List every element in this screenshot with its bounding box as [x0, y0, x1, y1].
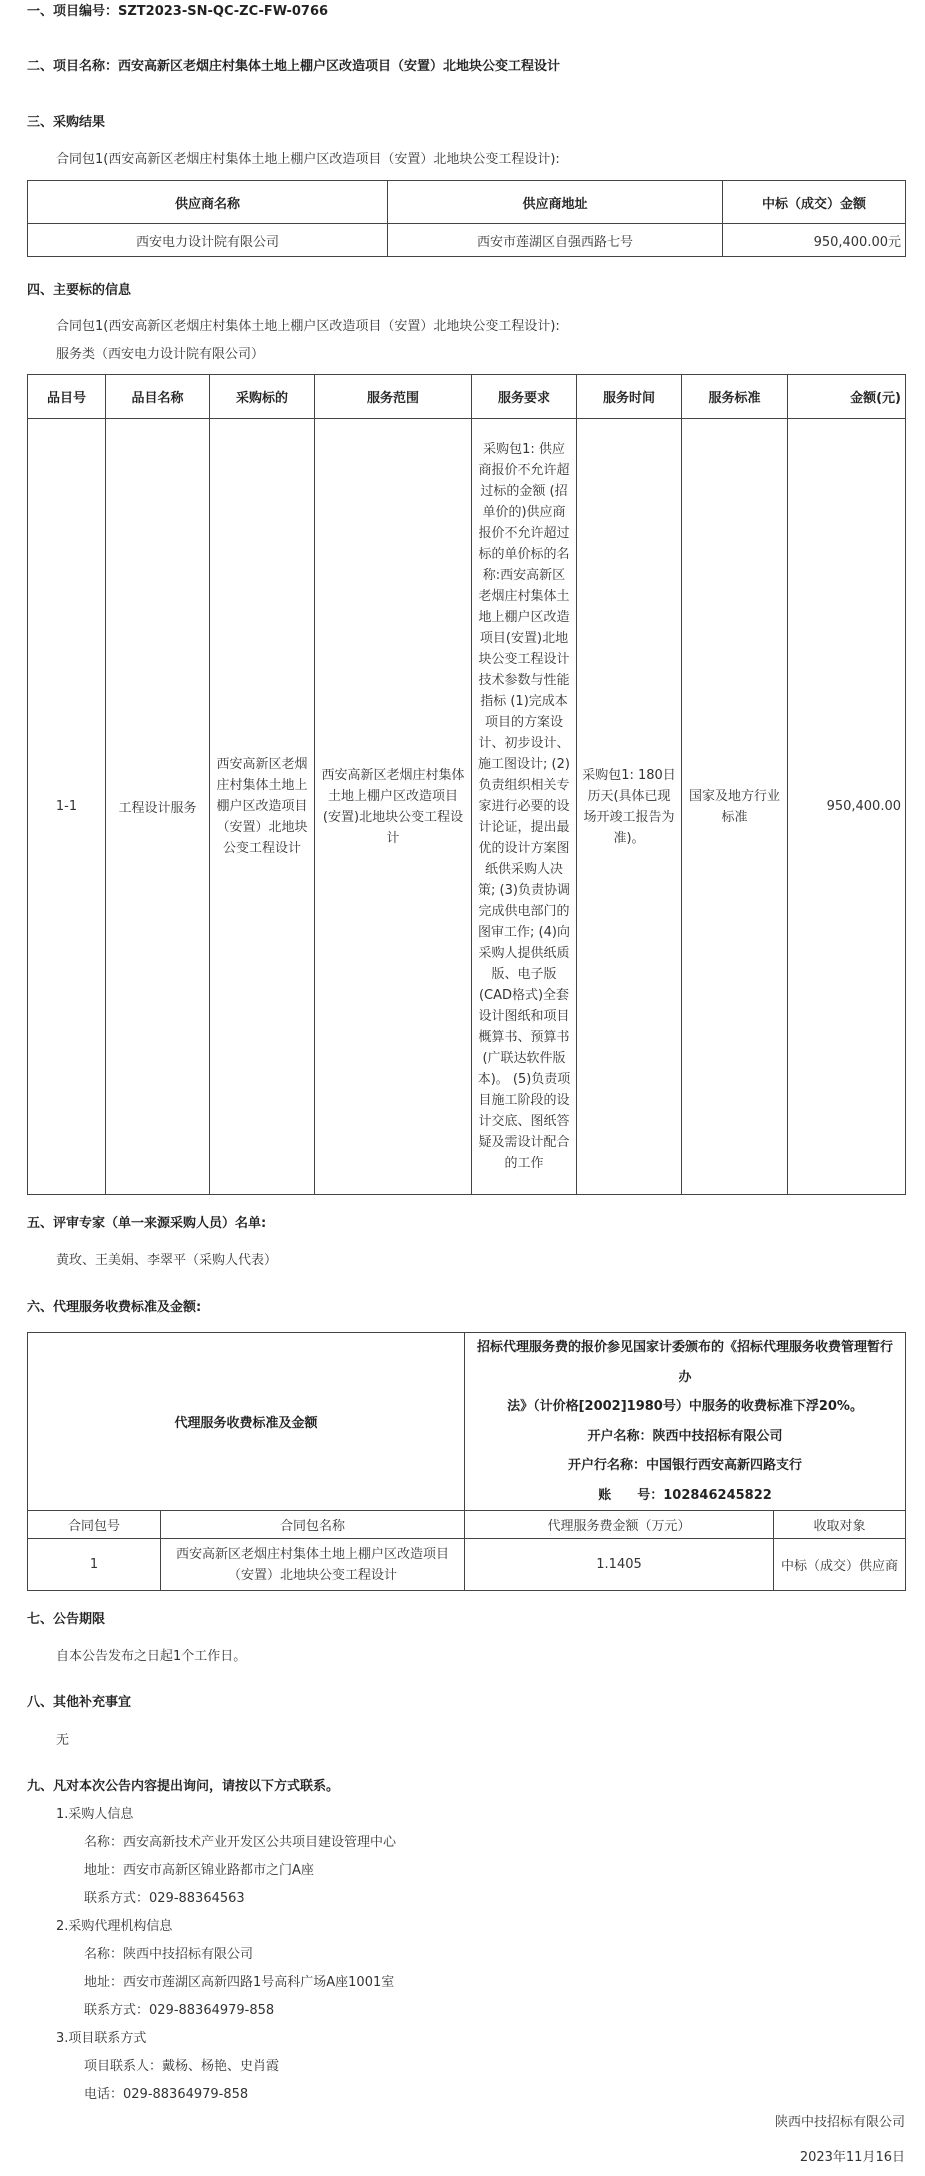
section-contact: 九、凡对本次公告内容提出询问，请按以下方式联系。 [27, 1779, 340, 1794]
purchaser-address: 地址：西安市高新区锦业路都市之门A座 [84, 1863, 314, 1878]
cell-award-amount: 950,400.00元 [723, 224, 906, 257]
project-name [27, 55, 560, 74]
project-contacts: 项目联系人：戴杨、杨艳、史肖霞 [84, 2059, 280, 2074]
agency-phone: 联系方式：029-88364979-858 [84, 2003, 275, 2018]
section-other-matters: 八、其他补充事宜 [27, 1695, 132, 1710]
fee-standard-label: 代理服务收费标准及金额 [28, 1333, 465, 1511]
section-announcement-period: 七、公告期限 [27, 1612, 106, 1627]
purchaser-phone: 联系方式：029-88364563 [84, 1891, 245, 1906]
project-contact-heading: 3.项目联系方式 [56, 2031, 147, 2046]
header-amount: 金额(元) [788, 375, 906, 419]
cell-fee: 1.1405 [465, 1539, 774, 1591]
cell-package-no: 1 [28, 1539, 161, 1591]
result-table [27, 180, 906, 257]
table-row [28, 224, 906, 257]
project-number [27, 0, 328, 19]
fee-basis-line-2: 法》（计价格[2002]1980号）中服务的收费标准下浮20%。 [507, 1399, 863, 1414]
header-scope: 服务范围 [315, 375, 472, 419]
table-row [28, 419, 906, 1195]
cell-amount: 950,400.00 [788, 419, 906, 1195]
bank-name: 开户行名称：中国银行西安高新四路支行 [568, 1458, 803, 1473]
header-award-amount: 中标（成交）金额 [723, 181, 906, 224]
project-phone: 电话：029-88364979-858 [84, 2087, 249, 2102]
cell-requirements: 采购包1: 供应商报价不允许超过标的金额 (招单价的)供应商报价不允许超过标的单价标的名称:西安高新区老烟庄村集体土地上棚户区改造项目(安置)北地块公变工程设计技术参数与性能指标 (1)完成本项目的方案设计、初步设计、施工图设计; (2)负责组织相关专家进行必要的设计论证，提出最优的设计方案图纸供采购人决策; (3)负责协调完成供电部门的图审工作; (4)向采购人提供纸质版、电子版(CAD格式)全套设计图纸和项目概算书、预算书(广联达软件版本)。 (5)负责项目施工阶段的设计交底、图纸答疑及需设计配合的工作 [472, 419, 577, 1195]
header-fee: 代理服务费金额（万元） [465, 1511, 774, 1539]
purchaser-heading: 1.采购人信息 [56, 1807, 134, 1822]
footer-date: 2023年11月16日 [799, 2150, 905, 2165]
cell-standard: 国家及地方行业标准 [682, 419, 788, 1195]
cell-item-no: 1-1 [28, 419, 106, 1195]
announcement-period-text: 自本公告发布之日起1个工作日。 [56, 1649, 247, 1664]
section-agency-fee: 六、代理服务收费标准及金额: [27, 1300, 202, 1315]
cell-package-name: 西安高新区老烟庄村集体土地上棚户区改造项目（安置）北地块公变工程设计 [161, 1539, 465, 1591]
project-number-value: SZT2023-SN-QC-ZC-FW-0766 [118, 4, 329, 19]
agency-address: 地址：西安市莲湖区高新四路1号高科广场A座1001室 [84, 1975, 395, 1990]
header-standard: 服务标准 [682, 375, 788, 419]
cell-target: 西安高新区老烟庄村集体土地上棚户区改造项目（安置）北地块公变工程设计 [210, 419, 315, 1195]
header-target: 采购标的 [210, 375, 315, 419]
section-main-target-info: 四、主要标的信息 [27, 283, 132, 298]
account-name: 开户名称：陕西中技招标有限公司 [587, 1428, 783, 1444]
table-row [28, 1539, 906, 1591]
cell-item-name: 工程设计服务 [106, 419, 210, 1195]
project-name-label: 二、项目名称： [27, 59, 119, 74]
cell-payer: 中标（成交）供应商 [774, 1539, 906, 1591]
header-time: 服务时间 [577, 375, 682, 419]
header-package-name: 合同包名称 [161, 1511, 465, 1539]
header-item-no: 品目号 [28, 375, 106, 419]
agency-name: 名称：陕西中技招标有限公司 [84, 1947, 254, 1962]
target-package-line: 合同包1(西安高新区老烟庄村集体土地上棚户区改造项目（安置）北地块公变工程设计): [56, 319, 560, 334]
cell-scope: 西安高新区老烟庄村集体土地上棚户区改造项目(安置)北地块公变工程设计 [315, 419, 472, 1195]
fee-standard-details [465, 1333, 906, 1511]
purchaser-name: 名称：西安高新技术产业开发区公共项目建设管理中心 [84, 1835, 397, 1850]
cell-supplier-address: 西安市莲湖区自强西路七号 [388, 224, 723, 257]
agency-fee-table [27, 1332, 906, 1591]
service-category-line: 服务类（西安电力设计院有限公司） [56, 347, 265, 362]
header-requirements: 服务要求 [472, 375, 577, 419]
project-name-value: 西安高新区老烟庄村集体土地上棚户区改造项目（安置）北地块公变工程设计 [118, 59, 561, 74]
other-matters-text: 无 [56, 1733, 70, 1748]
account-number: 账 号：102846245822 [598, 1487, 772, 1503]
agency-heading: 2.采购代理机构信息 [56, 1919, 173, 1934]
fee-basis-line-1: 招标代理服务费的报价参见国家计委颁布的《招标代理服务收费管理暂行办 [477, 1340, 894, 1385]
cell-time: 采购包1: 180日历天(具体已现场开竣工报告为准)。 [577, 419, 682, 1195]
header-supplier-name: 供应商名称 [28, 181, 388, 224]
header-supplier-address: 供应商地址 [388, 181, 723, 224]
cell-supplier-name: 西安电力设计院有限公司 [28, 224, 388, 257]
project-number-label: 一、项目编号： [27, 4, 119, 19]
expert-names: 黄玫、王美娟、李翠平（采购人代表） [56, 1253, 278, 1268]
footer-company: 陕西中技招标有限公司 [774, 2115, 905, 2130]
section-procurement-result: 三、采购结果 [27, 115, 106, 130]
header-package-no: 合同包号 [28, 1511, 161, 1539]
target-table [27, 374, 906, 1195]
header-item-name: 品目名称 [106, 375, 210, 419]
header-payer: 收取对象 [774, 1511, 906, 1539]
section-review-experts: 五、评审专家（单一来源采购人员）名单: [27, 1216, 267, 1231]
result-package-line: 合同包1(西安高新区老烟庄村集体土地上棚户区改造项目（安置）北地块公变工程设计): [56, 152, 560, 167]
